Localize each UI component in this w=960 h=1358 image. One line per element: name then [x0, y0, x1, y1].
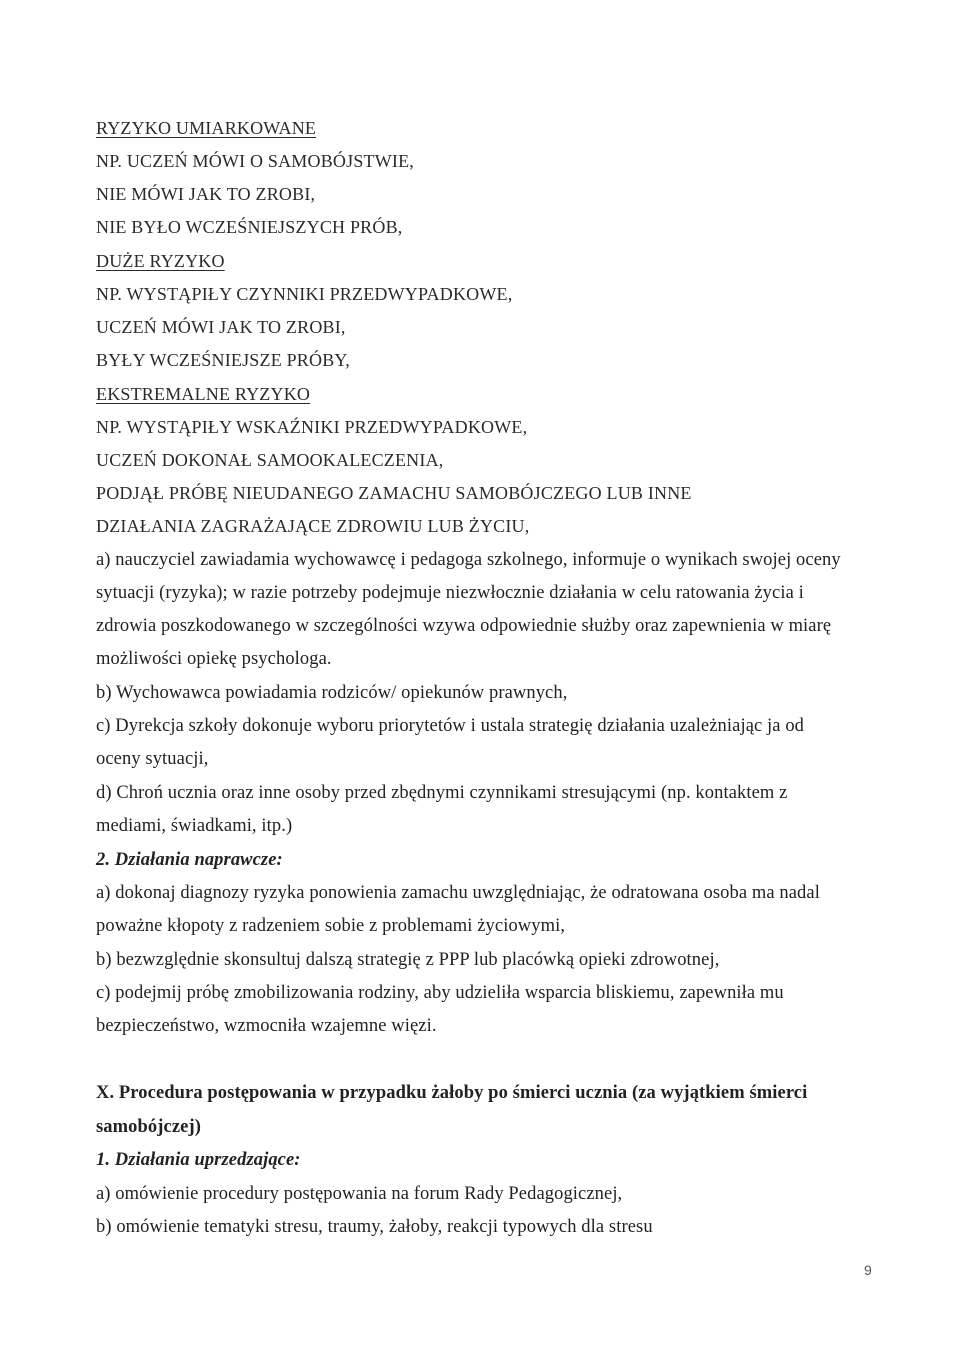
action-paragraph-line: możliwości opiekę psychologa.: [96, 649, 332, 669]
action-paragraph-line: oceny sytuacji,: [96, 749, 209, 769]
preventive-action-line: a) omówienie procedury postępowania na forum Rady Pedagogicznej,: [96, 1184, 623, 1204]
action-paragraph-line: c) Dyrekcja szkoły dokonuje wyboru priorytetów i ustala strategię działania uzależniając ja od: [96, 716, 805, 736]
remedial-line: a) dokonaj diagnozy ryzyka ponowienia zamachu uwzględniając, że odratowana osoba ma nadal: [96, 883, 820, 903]
moderate-risk-line: NP. UCZEŃ MÓWI O SAMOBÓJSTWIE,: [96, 151, 415, 171]
page-number: 9: [864, 1262, 872, 1278]
preventive-actions-heading: 1. Działania uprzedzające:: [96, 1150, 301, 1170]
high-risk-line: BYŁY WCZEŚNIEJSZE PRÓBY,: [96, 350, 350, 370]
remedial-heading: 2. Działania naprawcze:: [96, 850, 283, 870]
remedial-line: poważne kłopoty z radzeniem sobie z problemami życiowymi,: [96, 916, 566, 936]
high-risk-heading: DUŻE RYZYKO: [96, 251, 225, 271]
moderate-risk-line: NIE MÓWI JAK TO ZROBI,: [96, 184, 316, 204]
remedial-line: b) bezwzględnie skonsultuj dalszą strategię z PPP lub placówką opieki zdrowotnej,: [96, 950, 720, 970]
extreme-risk-line: UCZEŃ DOKONAŁ SAMOOKALECZENIA,: [96, 450, 444, 470]
remedial-line: bezpieczeństwo, wzmocniła wzajemne więzi.: [96, 1016, 437, 1036]
action-paragraph-line: mediami, świadkami, itp.): [96, 816, 293, 836]
extreme-risk-line: PODJĄŁ PRÓBĘ NIEUDANEGO ZAMACHU SAMOBÓJCZEGO LUB INNE: [96, 483, 692, 503]
remedial-line: c) podejmij próbę zmobilizowania rodziny, aby udzieliła wsparcia bliskiemu, zapewniła mu: [96, 983, 784, 1003]
extreme-risk-heading: EKSTREMALNE RYZYKO: [96, 384, 311, 404]
action-paragraph-line: zdrowia poszkodowanego w szczególności wzywa odpowiednie służby oraz zapewnienia w miarę: [96, 616, 832, 636]
extreme-risk-line: NP. WYSTĄPIŁY WSKAŹNIKI PRZEDWYPADKOWE,: [96, 417, 528, 437]
moderate-risk-heading: RYZYKO UMIARKOWANE: [96, 118, 317, 138]
high-risk-line: NP. WYSTĄPIŁY CZYNNIKI PRZEDWYPADKOWE,: [96, 284, 513, 304]
moderate-risk-line: NIE BYŁO WCZEŚNIEJSZYCH PRÓB,: [96, 217, 403, 237]
action-paragraph-line: sytuacji (ryzyka); w razie potrzeby podejmuje niezwłocznie działania w celu ratowania życia i: [96, 583, 804, 603]
preventive-action-line: b) omówienie tematyki stresu, traumy, żałoby, reakcji typowych dla stresu: [96, 1217, 653, 1237]
action-paragraph-line: d) Chroń ucznia oraz inne osoby przed zbędnymi czynnikami stresującymi (np. kontaktem z: [96, 783, 788, 803]
section-x-title-continued: samobójczej): [96, 1117, 201, 1137]
section-x-title: X. Procedura postępowania w przypadku żałoby po śmierci ucznia (za wyjątkiem śmierci: [96, 1083, 808, 1103]
action-paragraph-line: a) nauczyciel zawiadamia wychowawcę i pedagoga szkolnego, informuje o wynikach swojej oceny: [96, 550, 841, 570]
high-risk-line: UCZEŃ MÓWI JAK TO ZROBI,: [96, 317, 346, 337]
extreme-risk-line: DZIAŁANIA ZAGRAŻAJĄCE ZDROWIU LUB ŻYCIU,: [96, 516, 530, 536]
action-paragraph-line: b) Wychowawca powiadamia rodziców/ opiekunów prawnych,: [96, 683, 568, 703]
